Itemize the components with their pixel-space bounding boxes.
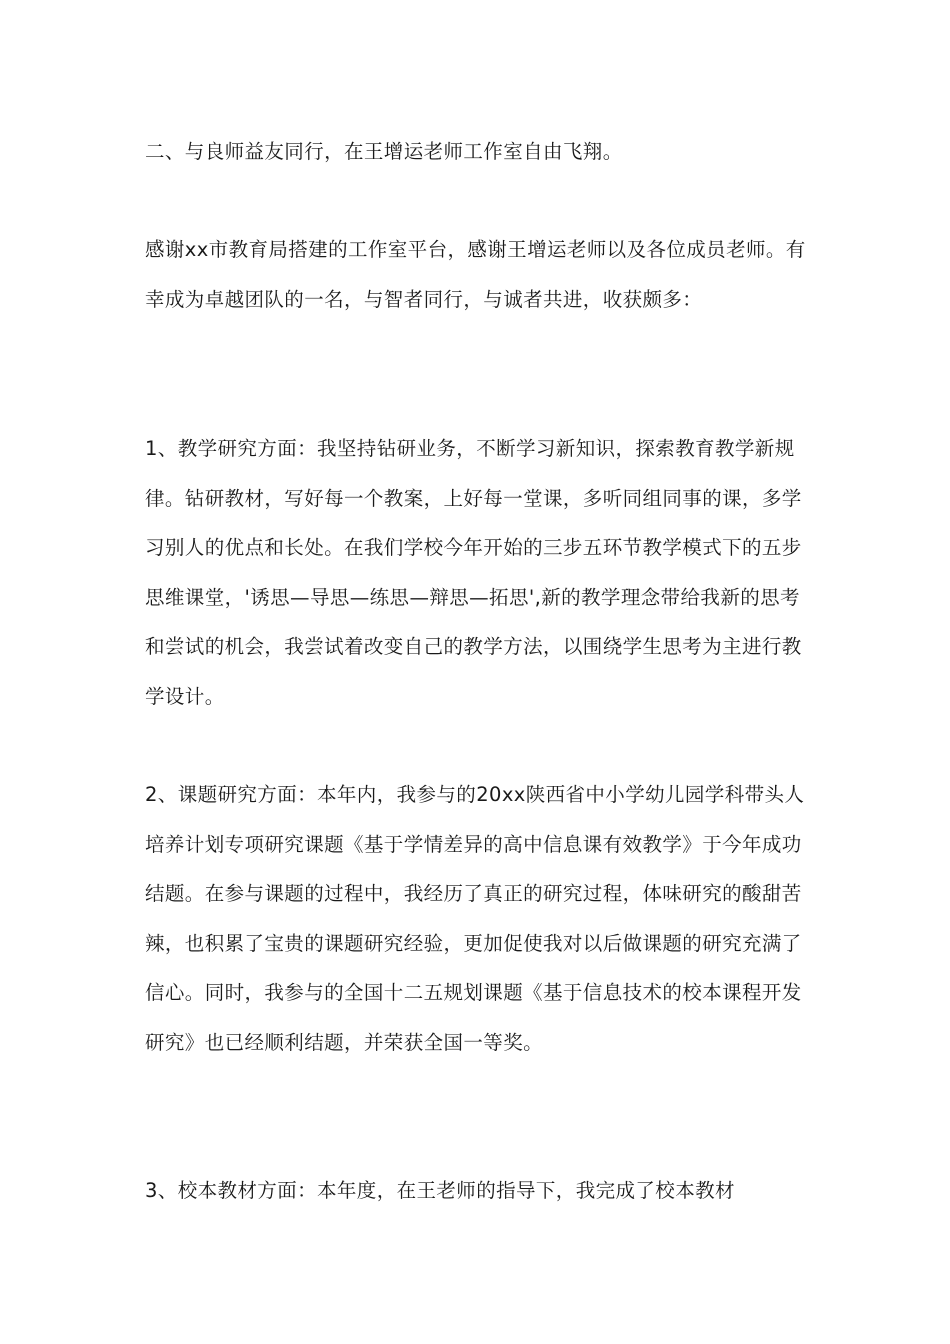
paragraph-teaching-research: 1、教学研究方面：我坚持钻研业务，不断学习新知识，探索教育教学新规律。钻研教材，写好每一个教案，上好每一堂课，多听同组同事的课，多学习别人的优点和长处。在我们学校今年开始的三步五环节教学模式下的五步思维课堂，'诱思—导思—练思—辩思—拓思',新的教学理念带给我新的思考和尝试的机会，我尝试着改变自己的教学方法，以围绕学生思考为主进行教学设计。 — [145, 437, 802, 708]
section-heading: 二、与良师益友同行，在王增运老师工作室自由飞翔。 — [145, 140, 623, 163]
paragraph-thanks: 感谢xx市教育局搭建的工作室平台，感谢王增运老师以及各位成员老师。有幸成为卓越团队的一名，与智者同行，与诚者共进，收获颇多： — [145, 238, 806, 311]
paragraph-school-materials: 3、校本教材方面：本年度，在王老师的指导下，我完成了校本教材 — [145, 1179, 735, 1202]
paragraph-project-research: 2、课题研究方面：本年内，我参与的20xx陕西省中小学幼儿园学科带头人培养计划专项研究课题《基于学情差异的高中信息课有效教学》于今年成功结题。在参与课题的过程中，我经历了真正的研究过程，体味研究的酸甜苦辣，也积累了宝贵的课题研究经验，更加促使我对以后做课题的研究充满了信心。同时，我参与的全国十二五规划课题《基于信息技术的校本课程开发研究》也已经顺利结题，并荣获全国一等奖。 — [145, 783, 805, 1054]
